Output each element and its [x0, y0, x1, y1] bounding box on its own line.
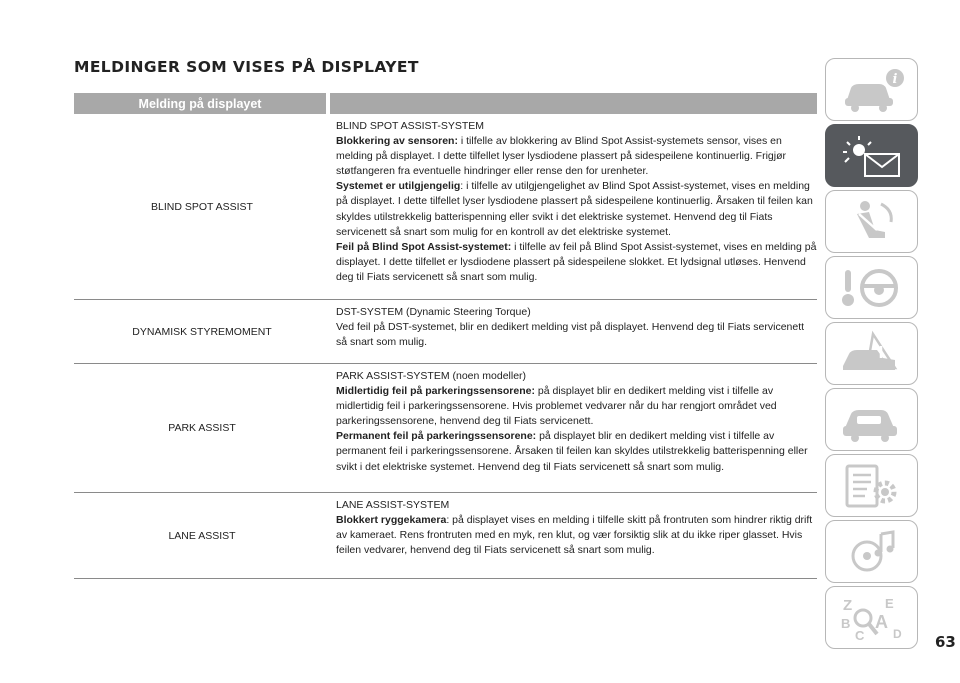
- tab-warning-lights-messages[interactable]: [825, 124, 918, 187]
- index-letter: B: [840, 615, 850, 631]
- message-name: BLIND SPOT ASSIST: [151, 200, 253, 213]
- message-description: [330, 364, 817, 492]
- description-line: BLIND SPOT ASSIST-SYSTEM: [336, 120, 485, 132]
- description-line: Blokkert ryggekamera: på displayet vises en melding i tilfelle skitt på frontruten som hindrer riktig drift av kameraet. Rens frontruten med en myk, ren klut, og vær forsiktig slik at du ikke riper glasset. Hvis feilen vedvarer, henvend deg til Fiats servicenett så snart som mulig.: [336, 514, 813, 557]
- car-maintenance-icon: [837, 394, 907, 446]
- page-number: 63: [935, 633, 956, 651]
- description-line: Midlertidig feil på parkeringssensorene: på displayet blir en dedikert melding vist i tilfelle av midlertidig feil i parkeringssensorene. Hvis problemet vedvarer når du har rengjort området ved parkeringssensorene, henvend deg til Fiats servicenett.: [336, 385, 777, 428]
- tab-multimedia[interactable]: [825, 520, 918, 583]
- alphabetical-index-icon: [837, 592, 907, 644]
- tab-technical-data[interactable]: [825, 454, 918, 517]
- table-row: [74, 364, 817, 493]
- description-line: Systemet er utilgjengelig: i tilfelle av utilgjengelighet av Blind Spot Assist-systemet, vises en melding på displayet. I dette tilfellet lyser lysdiodene plassert på sidespeilene kontinuerlig. Årsaken til feilen kan skyldes utilstrekkelig batterispenning eller svikt i det elektriske systemet. Henvend deg til Fiats servicenett så snart som mulig for en kontroll av det elektriske systemet.: [336, 180, 813, 238]
- tab-maintenance[interactable]: [825, 388, 918, 451]
- message-name: PARK ASSIST: [168, 422, 236, 434]
- chapter-sidebar: [825, 58, 920, 652]
- header-message-column: Melding på displayet: [74, 93, 326, 114]
- car-accident-icon: [837, 328, 907, 380]
- multimedia-icon: [837, 526, 907, 578]
- description-line: Feil på Blind Spot Assist-systemet: i tilfelle av feil på Blind Spot Assist-systemet, vises en melding på displayet. I dette tilfellet er lysdiodene plassert på sidespeilene slokket. Et lydsignal utløses. Henvend deg til Fiats servicenett så snart som mulig.: [336, 240, 817, 283]
- page-title: MELDINGER SOM VISES PÅ DISPLAYET: [74, 58, 419, 76]
- header-description-column: [330, 93, 817, 114]
- tab-index[interactable]: [825, 586, 918, 649]
- index-letter: E: [884, 595, 894, 611]
- description-line: Blokkering av sensoren: i tilfelle av blokkering av Blind Spot Assist-systemets sensor, vises en melding på displayet. I dette tilfellet lyser lysdiodene plassert på sidespeilene kontinuerlig. Frigjør støtfangeren fra eventuelle hindringer eller rense den for urenheter.: [336, 135, 786, 178]
- index-letter: A: [874, 611, 888, 632]
- table-row: [74, 300, 817, 364]
- message-description: [330, 493, 817, 578]
- tab-starting-driving[interactable]: [825, 256, 918, 319]
- tab-safety[interactable]: [825, 190, 918, 253]
- warning-light-envelope-icon: [837, 130, 907, 182]
- index-letter: D: [892, 626, 902, 641]
- messages-table: [74, 93, 817, 579]
- document-gear-icon: [837, 460, 907, 512]
- tab-emergency[interactable]: [825, 322, 918, 385]
- svg-text:i: i: [892, 71, 897, 87]
- message-description: [330, 300, 817, 363]
- message-name: LANE ASSIST: [168, 529, 236, 542]
- description-line: PARK ASSIST-SYSTEM (noen modeller): [336, 370, 527, 382]
- steering-wheel-key-icon: [837, 262, 907, 314]
- message-name: DYNAMISK STYREMOMENT: [132, 325, 272, 338]
- description-line: LANE ASSIST-SYSTEM: [336, 499, 450, 511]
- description-line: Ved feil på DST-systemet, blir en dedikert melding vist på displayet. Henvend deg til Fiats servicenett så snart som mulig.: [336, 321, 805, 349]
- table-row: [74, 114, 817, 300]
- tab-car-info[interactable]: [825, 58, 918, 121]
- car-info-icon: [837, 64, 907, 116]
- message-description: [330, 114, 817, 299]
- index-letter: Z: [842, 596, 852, 614]
- seat-safety-icon: [837, 196, 907, 248]
- table-header: [74, 93, 817, 114]
- table-row: [74, 493, 817, 579]
- description-line: Permanent feil på parkeringssensorene: på displayet blir en dedikert melding vist i tilfelle av permanent feil i parkeringssensorene. Årsaken til feilen kan skyldes utilstrekkelig batterispenning eller svikt i det elektriske systemet. Henvend deg til Fiats servicenett så snart som mulig.: [336, 430, 808, 473]
- index-letter: C: [854, 627, 864, 643]
- description-line: DST-SYSTEM (Dynamic Steering Torque): [336, 306, 531, 318]
